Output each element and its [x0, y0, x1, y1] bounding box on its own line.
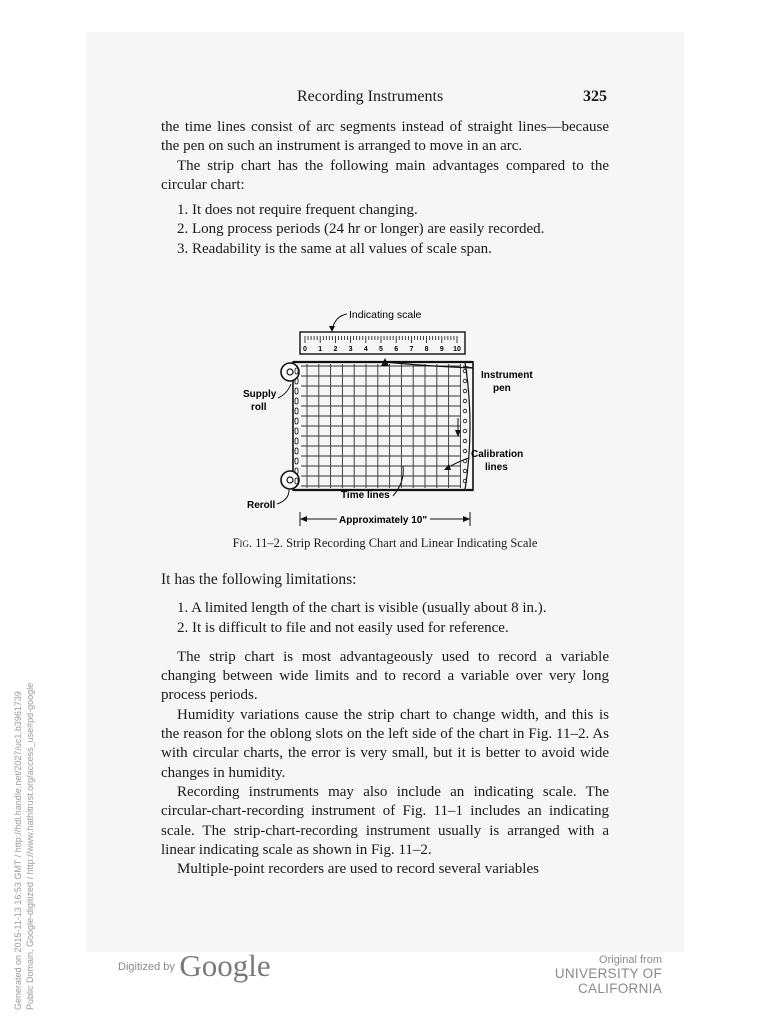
- oblong-slot: [295, 438, 298, 444]
- paragraph: Recording instruments may also include an indicating scale. The circular-chart-recording instrument of Fig. 11–1 includes an indicating scale. The strip-chart-recording instrument usually is arranged with a linear indicating scale as shown in Fig. 11–2.: [161, 783, 609, 858]
- digitized-by-text: Digitized by: [118, 961, 175, 973]
- scale-numbers: [303, 346, 461, 353]
- scale-number: 10: [453, 346, 461, 353]
- sprocket-hole: [463, 389, 467, 393]
- scale-number: 5: [379, 346, 383, 353]
- list-item: 2. Long process periods (24 hr or longer) are easily recorded.: [177, 221, 545, 238]
- limitations-list: [161, 599, 609, 638]
- chart-grid: [301, 364, 461, 488]
- oblong-slot: [295, 398, 298, 404]
- oblong-slot: [295, 388, 298, 394]
- original-from-text: Original from: [599, 954, 662, 966]
- figure-caption: [161, 536, 609, 551]
- oblong-slot: [295, 418, 298, 424]
- left-slots: [295, 368, 298, 484]
- lower-text: [161, 570, 609, 879]
- oblong-slot: [295, 458, 298, 464]
- digitized-by: [118, 948, 271, 984]
- oblong-slot: [295, 448, 298, 454]
- oblong-slot: [295, 428, 298, 434]
- scale-number: 0: [303, 346, 307, 353]
- scale-number: 4: [363, 346, 368, 353]
- indicating-scale-label: Indicating scale: [349, 309, 422, 321]
- sprocket-hole: [463, 399, 467, 403]
- scale-number: 6: [394, 346, 399, 353]
- page-number: 325: [583, 88, 607, 105]
- strip-chart-figure: [225, 300, 545, 530]
- paragraph: It has the following limitations:: [161, 571, 357, 588]
- provenance-sidebar: [12, 683, 36, 1010]
- reroll-label: Reroll: [247, 500, 276, 511]
- sprocket-hole: [463, 409, 467, 413]
- list-item: 1. It does not require frequent changing.: [177, 202, 418, 219]
- dimension-label: Approximately 10": [339, 515, 428, 526]
- scale-number: 2: [333, 346, 338, 353]
- list-item: 3. Readability is the same at all values of scale span.: [177, 240, 492, 257]
- running-header: [161, 88, 609, 108]
- paragraph: Multiple-point recorders are used to record several variables: [177, 861, 539, 878]
- scale-number: 7: [409, 346, 414, 353]
- original-from: [490, 954, 662, 996]
- scale-number: 8: [424, 346, 429, 353]
- calibration-label: lines: [485, 462, 508, 473]
- scale-number: 1: [318, 346, 323, 353]
- sprocket-hole: [463, 439, 467, 443]
- google-logo: Google: [179, 948, 271, 983]
- sprocket-hole: [463, 429, 467, 433]
- advantages-list: [161, 201, 609, 259]
- list-item: 1. A limited length of the chart is visible (usually about 8 in.).: [177, 600, 547, 617]
- oblong-slot: [295, 408, 298, 414]
- scale-number: 3: [348, 346, 353, 353]
- provenance-line: Generated on 2015-11-13 16:53 GMT / http://hdl.handle.net/2027/uc1.b3961739: [13, 691, 23, 1010]
- paragraph: The strip chart has the following main advantages compared to the circular chart:: [161, 157, 609, 193]
- right-holes: [463, 369, 467, 483]
- instrument-pen-label: pen: [493, 383, 511, 394]
- figure-number: Fig. 11–2.: [232, 536, 283, 550]
- calibration-label: Calibration: [471, 449, 524, 460]
- supply-roll-label: Supply: [243, 389, 277, 400]
- sprocket-hole: [463, 379, 467, 383]
- paragraph: The strip chart is most advantageously used to record a variable changing between wide limits and to record a variable over very long process periods.: [161, 648, 609, 704]
- paragraph: Humidity variations cause the strip chart to change width, and this is the reason for the oblong slots on the left side of the chart in Fig. 11–2. As with circular charts, the error is very small, but it is better to avoid wide changes in humidity.: [161, 706, 609, 781]
- paragraph: the time lines consist of arc segments instead of straight lines—because the pen on such an instrument is arranged to move in an arc.: [161, 119, 609, 155]
- list-item: 2. It is difficult to file and not easily used for reference.: [177, 619, 509, 636]
- provenance-line: Public Domain, Google-digitized / http://www.hathitrust.org/access_use#pd-google: [25, 682, 35, 1010]
- scale-number: 9: [439, 346, 444, 353]
- caption-text: Strip Recording Chart and Linear Indicating Scale: [286, 536, 538, 550]
- time-lines-label: Time lines: [341, 490, 390, 501]
- scale-ticks: [305, 336, 457, 343]
- running-title: Recording Instruments: [297, 88, 444, 105]
- sprocket-hole: [463, 449, 467, 453]
- indicating-scale-arrow: [332, 314, 347, 330]
- supply-roll-label: roll: [251, 402, 267, 413]
- sprocket-hole: [463, 419, 467, 423]
- university-text: UNIVERSITY OF CALIFORNIA: [554, 966, 662, 996]
- instrument-pen-label: Instrument: [481, 370, 533, 381]
- top-text: [161, 118, 609, 259]
- sprocket-hole: [463, 469, 467, 473]
